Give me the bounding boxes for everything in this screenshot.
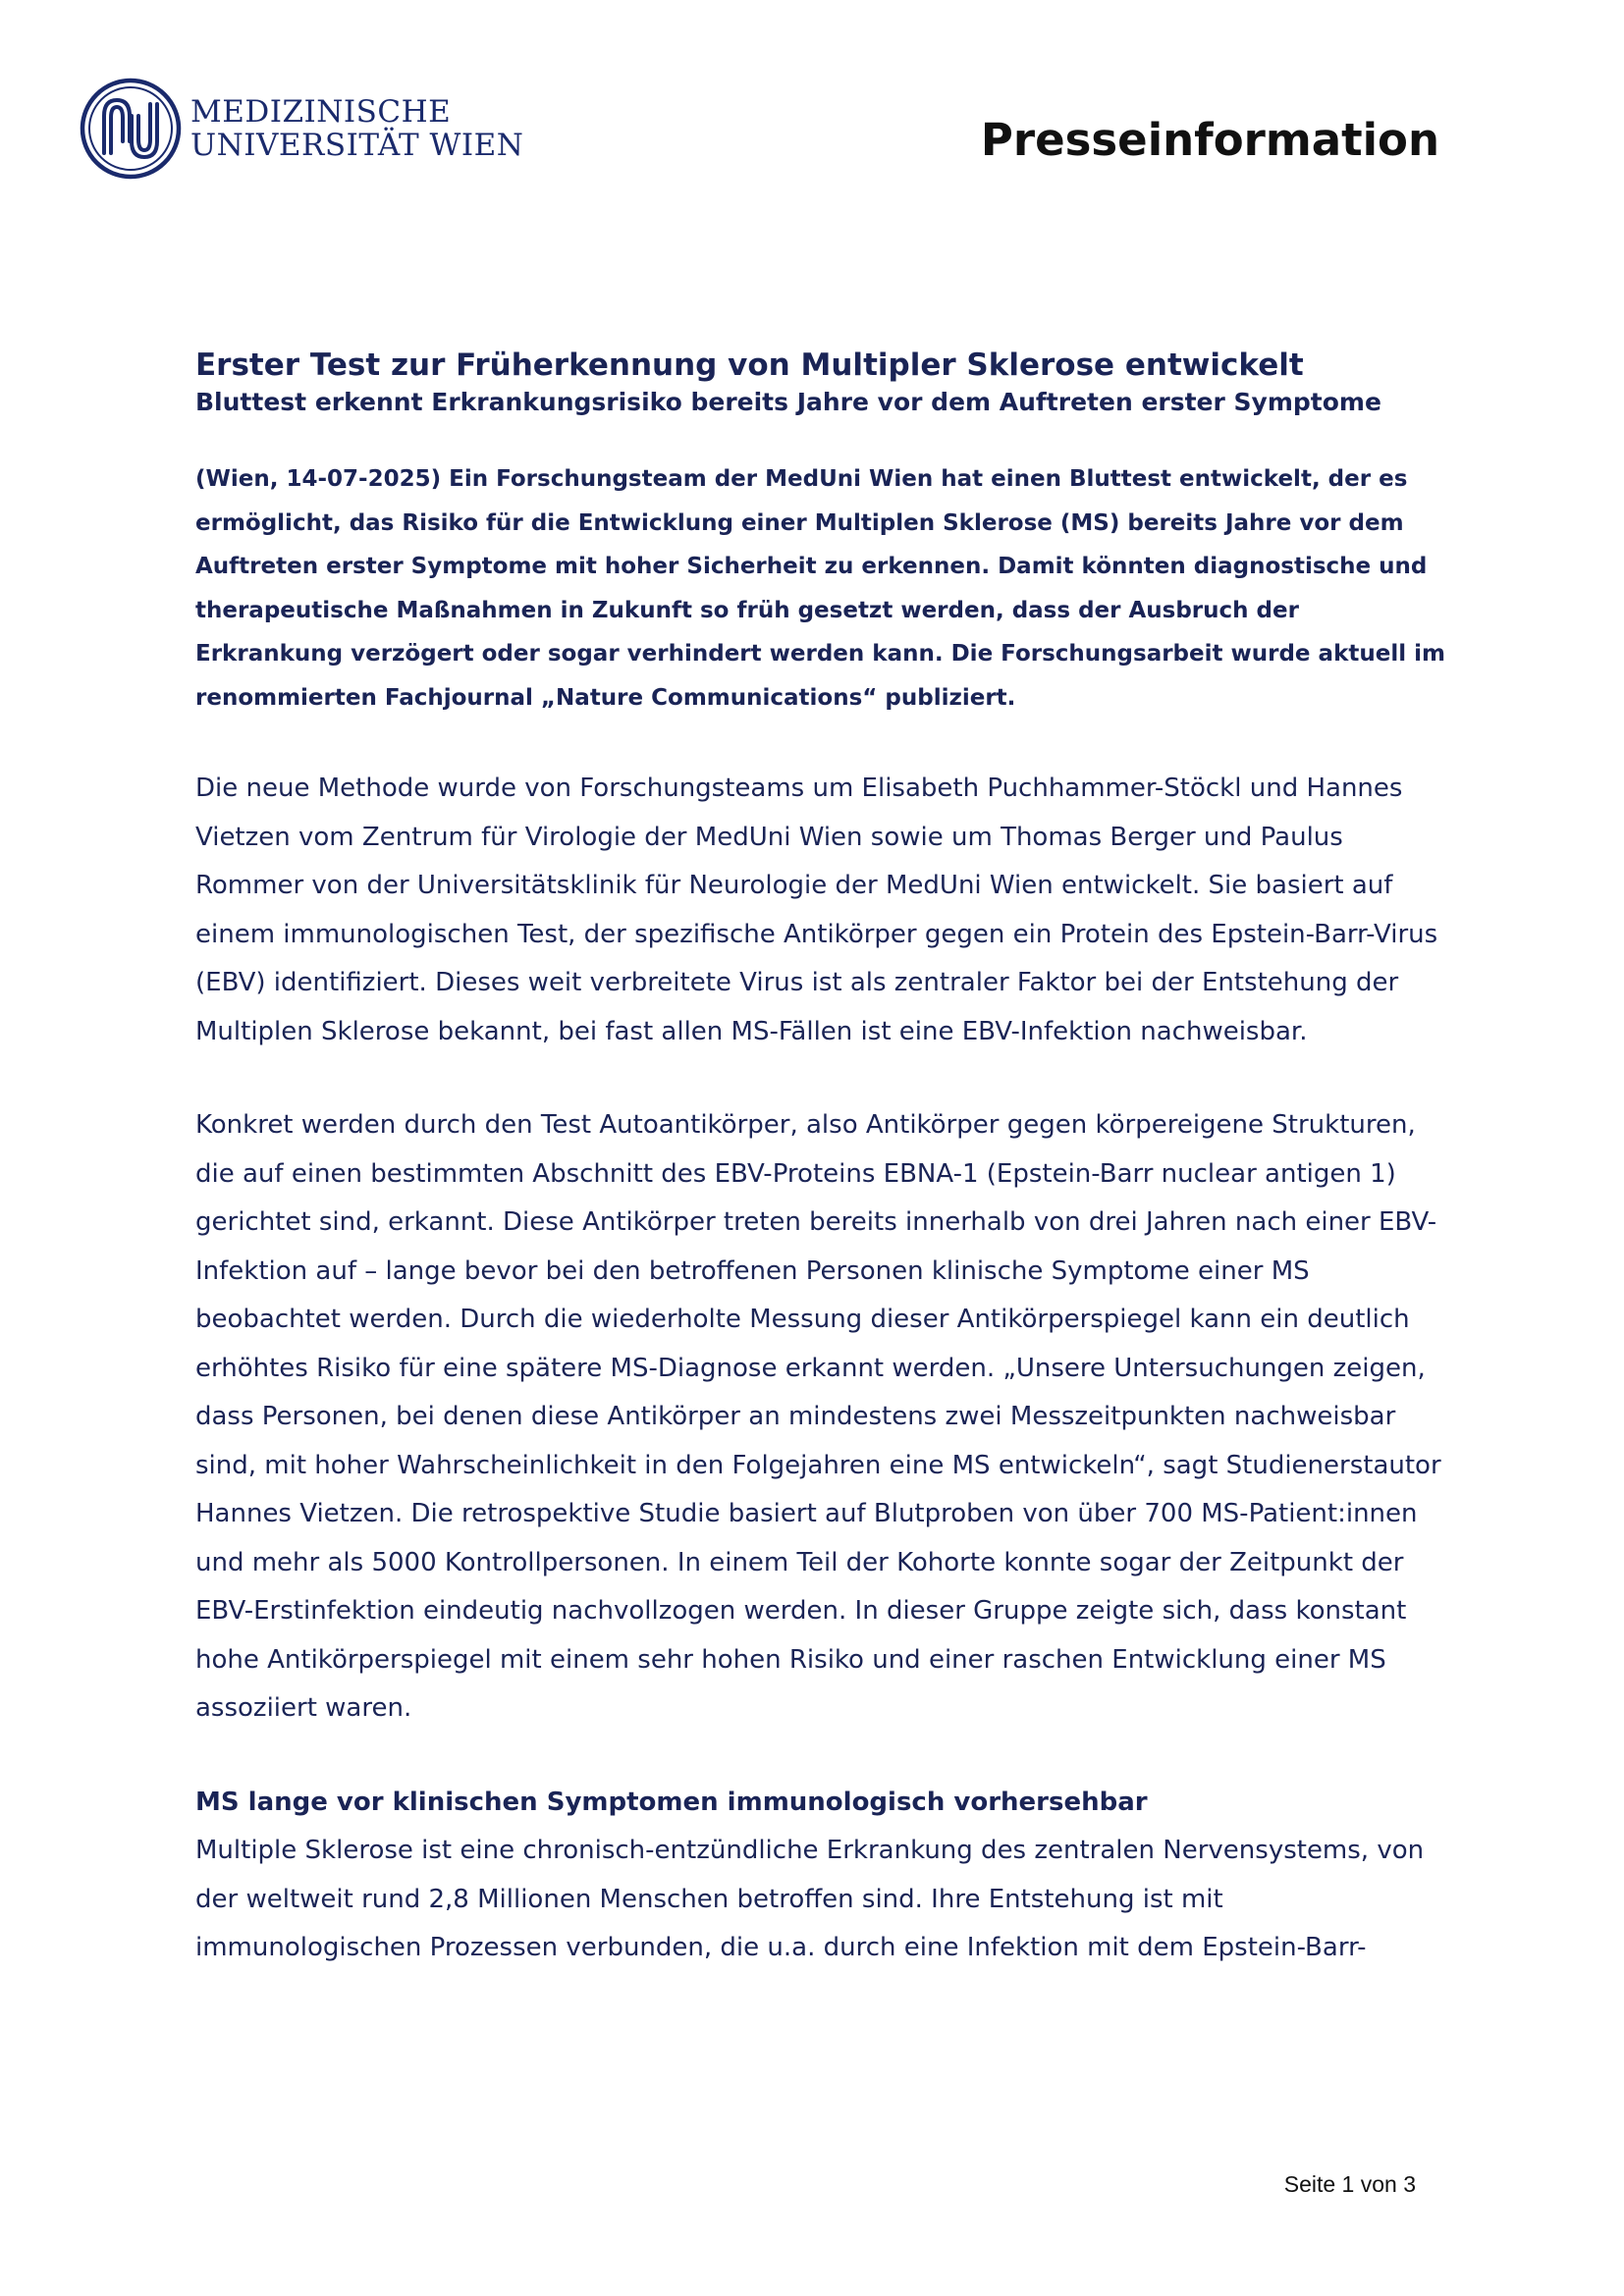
meduni-logo-mark-icon xyxy=(79,77,183,181)
logo-wordmark xyxy=(190,95,523,162)
lead-paragraph: (Wien, 14-07-2025) Ein Forschungsteam der MedUni Wien hat einen Bluttest entwickelt, der es ermöglicht, das Risiko für die Entwicklung einer Multiplen Sklerose (MS) bereits Jahre vor dem Auftreten erster Symptome mit hoher Sicherheit zu erkennen. Damit könnten diagnostische und therapeutische Maßnahmen in Zukunft so früh gesetzt werden, dass der Ausbruch der Erkrankung verzögert oder sogar verhindert werden kann. Die Forschungsarbeit wurde aktuell im renommierten Fachjournal „Nature Communications“ publiziert. xyxy=(195,466,1445,711)
section-heading: MS lange vor klinischen Symptomen immunologisch vorhersehbar xyxy=(195,1787,1148,1817)
logo-line-2: UNIVERSITÄT WIEN xyxy=(190,128,524,163)
headline: Erster Test zur Früherkennung von Multipler Sklerose entwickelt xyxy=(195,347,1304,383)
document-type-title: Presseinformation xyxy=(980,114,1439,166)
university-logo xyxy=(79,77,523,181)
press-release-body xyxy=(195,346,1447,1973)
subheadline: Bluttest erkennt Erkrankungsrisiko bereits Jahre vor dem Auftreten erster Symptome xyxy=(195,388,1381,416)
body-paragraph-1: Die neue Methode wurde von Forschungsteams um Elisabeth Puchhammer-Stöckl und Hannes Vietzen vom Zentrum für Virologie der MedUni Wien sowie um Thomas Berger und Paulus Rommer von der Universitätsklinik für Neurologie der MedUni Wien entwickelt. Sie basiert auf einem immunologischen Test, der spezifische Antikörper gegen ein Protein des Epstein-Barr-Virus (EBV) identifiziert. Dieses weit verbreitete Virus ist als zentraler Faktor bei der Entstehung der Multiplen Sklerose bekannt, bei fast allen MS-Fällen ist eine EBV-Infektion nachweisbar. xyxy=(195,774,1438,1046)
logo-line-1: MEDIZINISCHE xyxy=(190,94,452,130)
body-paragraph-2: Konkret werden durch den Test Autoantikörper, also Antikörper gegen körpereigene Strukturen, die auf einen bestimmten Abschnitt des EBV-Proteins EBNA-1 (Epstein-Barr nuclear antigen 1) gerichtet sind, erkannt. Diese Antikörper treten bereits innerhalb von drei Jahren nach einer EBV-Infektion auf – lange bevor bei den betroffenen Personen klinische Symptome einer MS beobachtet werden. Durch die wiederholte Messung dieser Antikörperspiegel kann ein deutlich erhöhtes Risiko für eine spätere MS-Diagnose erkannt werden. „Unsere Untersuchungen zeigen, dass Personen, bei denen diese Antikörper an mindestens zwei Messzeitpunkten nachweisbar sind, mit hoher Wahrscheinlichkeit in den Folgejahren eine MS entwickeln“, sagt Studienerstautor Hannes Vietzen. Die retrospektive Studie basiert auf Blutproben von über 700 MS-Patient:innen und mehr als 5000 Kontrollpersonen. In einem Teil der Kohorte konnte sogar der Zeitpunkt der EBV-Erstinfektion eindeutig nachvollzogen werden. In dieser Gruppe zeigte sich, dass konstant hohe Antikörperspiegel mit einem sehr hohen Risiko und einer raschen Entwicklung einer MS assoziiert waren. xyxy=(195,1110,1441,1723)
body-paragraph-3: Multiple Sklerose ist eine chronisch-entzündliche Erkrankung des zentralen Nervensystems, von der weltweit rund 2,8 Millionen Menschen betroffen sind. Ihre Entstehung ist mit immunologischen Prozessen verbunden, die u.a. durch eine Infektion mit dem Epstein-Barr- xyxy=(195,1836,1425,1962)
page-number: Seite 1 von 3 xyxy=(1283,2171,1416,2197)
